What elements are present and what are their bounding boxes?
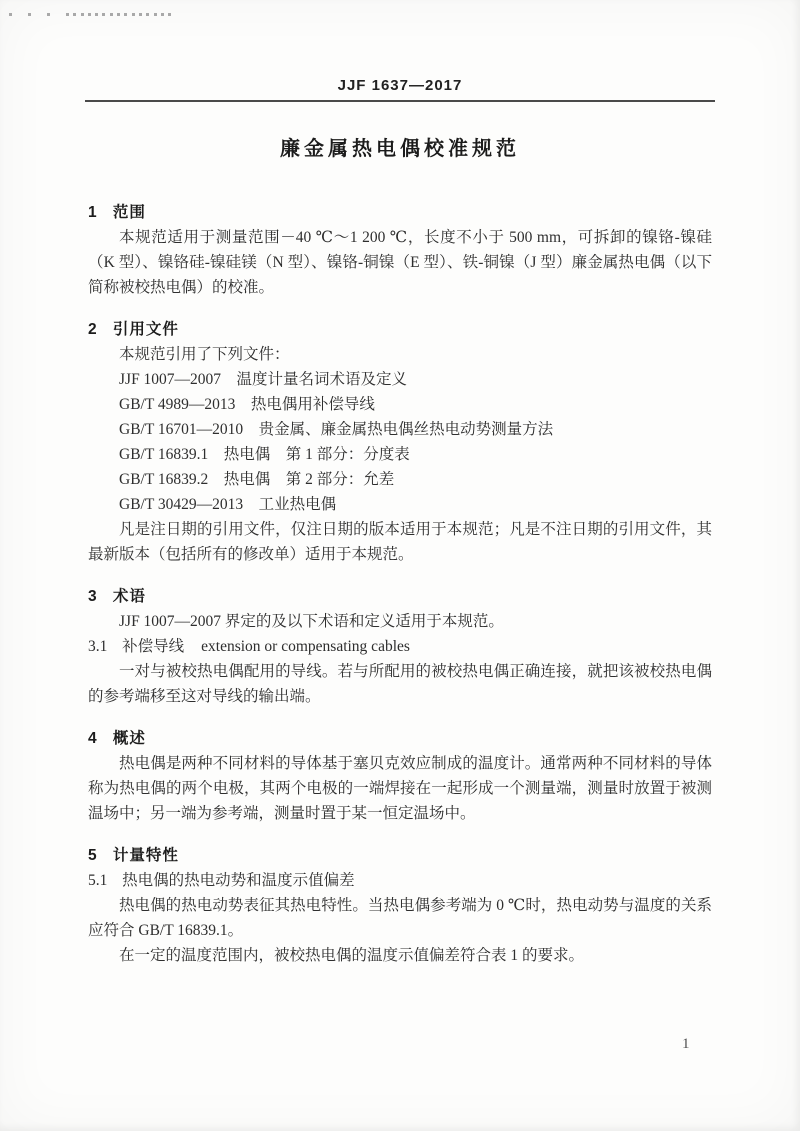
- section-4-title: 概述: [112, 730, 146, 747]
- reference-item: GB/T 16839.2 热电偶 第 2 部分：允差: [119, 471, 395, 488]
- header-rule: [85, 100, 715, 102]
- subsection-3-1-heading: [88, 634, 712, 659]
- subsection-5-1-paragraph-2: 在一定的温度范围内，被校热电偶的温度示值偏差符合表 1 的要求。: [119, 947, 585, 964]
- subsection-3-1-paragraph: 一对与被校热电偶配用的导线。若与所配用的被校热电偶正确连接，就把该被校热电偶的参考端移至这对导线的输出端。: [88, 663, 712, 705]
- reference-item: JJF 1007—2007 温度计量名词术语及定义: [119, 371, 408, 388]
- section-2-intro: 本规范引用了下列文件：: [119, 346, 290, 363]
- subsection-5-1-title: 热电偶的热电动势和温度示值偏差: [122, 872, 355, 889]
- reference-item: GB/T 16701—2010 贵金属、廉金属热电偶丝热电动势测量方法: [119, 421, 554, 438]
- reference-item: GB/T 30429—2013 工业热电偶: [119, 496, 337, 513]
- section-2-number: 2: [88, 321, 97, 338]
- subsection-3-1-term: 补偿导线: [122, 638, 185, 655]
- subsection-5-1-number: 5.1: [88, 872, 108, 889]
- section-3-paragraph: JJF 1007—2007 界定的及以下术语和定义适用于本规范。: [119, 613, 504, 630]
- scan-artifact-dots: [9, 13, 175, 16]
- section-2-title: 引用文件: [112, 321, 179, 338]
- section-4-heading: [88, 726, 712, 751]
- subsection-3-1-term-english: extension or compensating cables: [201, 638, 410, 655]
- section-2-heading: [88, 317, 712, 342]
- section-5-number: 5: [88, 847, 97, 864]
- section-4-paragraph: 热电偶是两种不同材料的导体基于塞贝克效应制成的温度计。通常两种不同材料的导体称为热电偶的两个电极，其两个电极的一端焊接在一起形成一个测量端，测量时放置于被测温场中；另一端为参考端，测量时置于某一恒定温场中。: [88, 755, 712, 822]
- section-1-paragraph: 本规范适用于测量范围－40 ℃～1 200 ℃，长度不小于 500 mm，可拆卸的镍铬-镍硅（K 型）、镍铬硅-镍硅镁（N 型）、镍铬-铜镍（E 型）、铁-铜镍（J 型）廉金属热电偶（以下简称被校热电偶）的校准。: [88, 229, 712, 296]
- page-title: 廉金属热电偶校准规范: [280, 138, 520, 160]
- section-1-heading: [88, 200, 712, 225]
- section-1-title: 范围: [112, 204, 146, 221]
- subsection-3-1-number: 3.1: [88, 638, 108, 655]
- section-2-closing: 凡是注日期的引用文件，仅注日期的版本适用于本规范；凡是不注日期的引用文件，其最新版本（包括所有的修改单）适用于本规范。: [88, 521, 712, 563]
- reference-item: GB/T 16839.1 热电偶 第 1 部分：分度表: [119, 446, 410, 463]
- section-5-heading: [88, 843, 712, 868]
- section-3-title: 术语: [112, 588, 146, 605]
- document-content: [88, 200, 712, 968]
- section-4-number: 4: [88, 730, 97, 747]
- reference-item: GB/T 4989—2013 热电偶用补偿导线: [119, 396, 375, 413]
- section-3-number: 3: [88, 588, 97, 605]
- section-1-number: 1: [88, 204, 97, 221]
- section-5-title: 计量特性: [112, 847, 179, 864]
- subsection-5-1-paragraph-1: 热电偶的热电动势表征其热电特性。当热电偶参考端为 0 ℃时，热电动势与温度的关系应符合 GB/T 16839.1。: [88, 897, 712, 939]
- page-number: 1: [682, 1036, 690, 1052]
- section-3-heading: [88, 584, 712, 609]
- subsection-5-1-heading: [88, 868, 712, 893]
- doc-number: JJF 1637—2017: [337, 77, 463, 94]
